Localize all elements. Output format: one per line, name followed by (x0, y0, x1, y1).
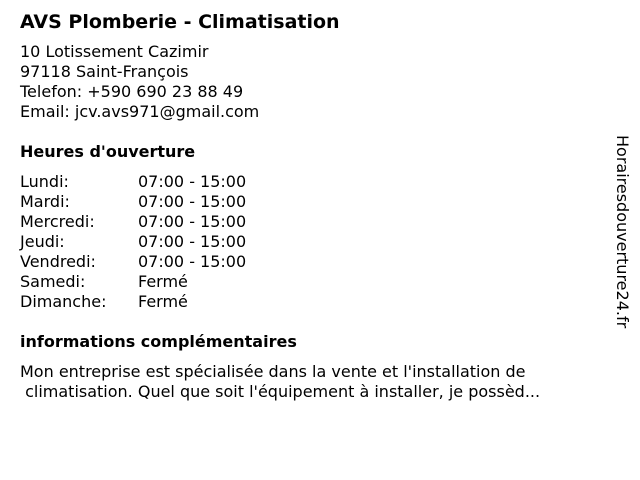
hours-time: 07:00 - 15:00 (138, 192, 247, 211)
phone-line: Telefon: +590 690 23 88 49 (20, 82, 244, 101)
hours-row-monday (20, 172, 600, 192)
hours-time: 07:00 - 15:00 (138, 212, 247, 231)
hours-time: Fermé (138, 292, 188, 311)
hours-day: Mercredi: (20, 212, 95, 231)
business-card (20, 10, 600, 402)
address-line-1: 10 Lotissement Cazimir (20, 42, 209, 61)
hours-day: Dimanche: (20, 292, 107, 311)
business-name: AVS Plomberie - Climatisation (20, 11, 340, 33)
hours-row-thursday (20, 232, 600, 252)
hours-day: Samedi: (20, 272, 86, 291)
hours-title: Heures d'ouverture (20, 142, 196, 161)
hours-day: Lundi: (20, 172, 69, 191)
hours-day: Vendredi: (20, 252, 96, 271)
hours-day: Mardi: (20, 192, 70, 211)
hours-time: Fermé (138, 272, 188, 291)
info-title: informations complémentaires (20, 332, 297, 351)
address-line-2: 97118 Saint-François (20, 62, 189, 81)
hours-row-friday (20, 252, 600, 272)
hours-row-saturday (20, 272, 600, 292)
hours-row-wednesday (20, 212, 600, 232)
hours-row-sunday (20, 292, 600, 312)
info-description-line-2: climatisation. Quel que soit l'équipement à installer, je possèd... (20, 382, 541, 401)
hours-time: 07:00 - 15:00 (138, 252, 247, 271)
email-line: Email: jcv.avs971@gmail.com (20, 102, 260, 121)
hours-time: 07:00 - 15:00 (138, 172, 247, 191)
hours-time: 07:00 - 15:00 (138, 232, 247, 251)
info-description-line-1: Mon entreprise est spécialisée dans la vente et l'installation de (20, 362, 526, 381)
site-watermark: Horairesdouverture24.fr (613, 135, 632, 329)
hours-table (20, 172, 600, 312)
hours-day: Jeudi: (20, 232, 65, 251)
hours-row-tuesday (20, 192, 600, 212)
